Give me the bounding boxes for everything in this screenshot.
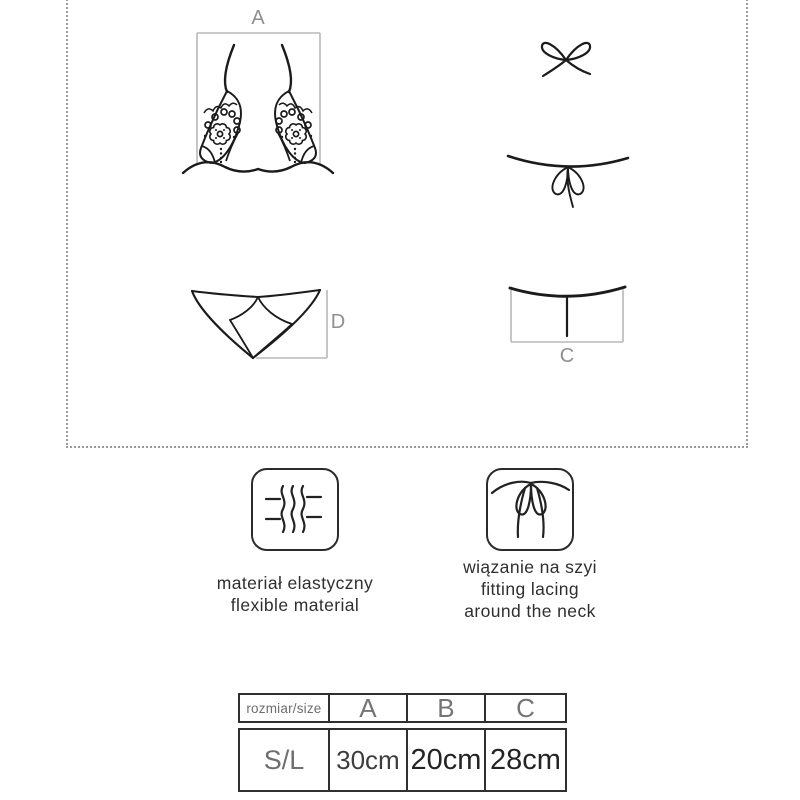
neck-bow-glyph [488,470,572,549]
feature-line: flexible material [230,595,360,615]
panties-back-drawing [500,278,645,370]
feature-caption-right [410,556,650,622]
feature-line: wiązanie na szyi [463,557,597,577]
size-table [238,693,567,792]
halter-straps [225,45,291,92]
header-cell-size-label: rozmiar/size [246,700,322,716]
cell-c-value: 28cm [484,730,565,790]
size-table-header-row [238,693,567,723]
cell-b-value: 20cm [406,730,484,790]
header-cell-c: C [484,695,565,721]
wavy-lines-glyph [253,470,337,549]
header-cell-a: A [328,695,406,721]
feature-line: fitting lacing [480,579,579,599]
elastic-material-icon [251,468,339,551]
under-band [183,162,333,173]
size-table-data-row [238,728,567,792]
panties-front-drawing [180,278,355,370]
measure-label-d: D [330,311,346,333]
cell-size-value: S/L [263,744,305,775]
bikini-top-back-drawing [500,28,660,213]
cell-a-value: 30cm [328,730,406,790]
back-bow [552,167,583,207]
feature-line: materiał elastyczny [216,573,374,593]
neck-lacing-icon [486,468,574,551]
measure-label-a: A [251,7,265,29]
bra-cup [200,91,241,163]
measure-label-c: C [559,345,575,367]
feature-caption-left [175,572,415,616]
back-waistband [510,287,625,296]
neck-bow [542,43,590,76]
bikini-top-front-drawing [175,0,345,182]
back-strap [508,156,628,167]
feature-line: around the neck [464,601,596,621]
header-cell-b: B [406,695,484,721]
